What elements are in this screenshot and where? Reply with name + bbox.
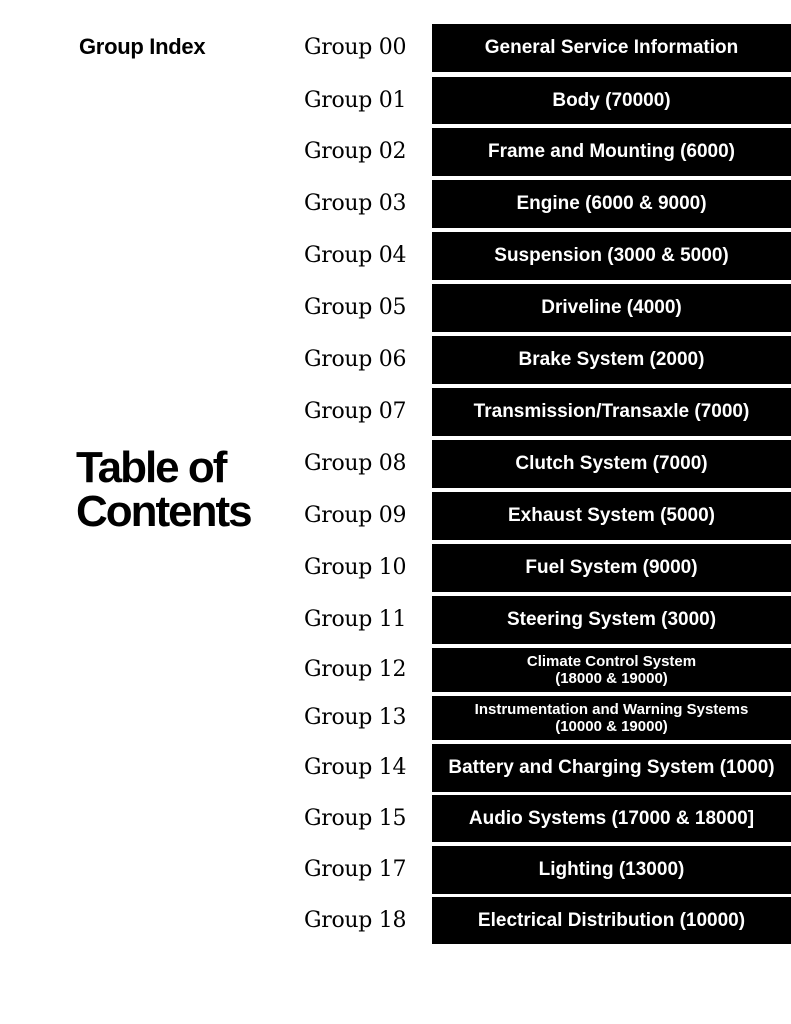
group-row xyxy=(0,128,791,176)
group-section-link[interactable]: Body (70000) xyxy=(432,77,791,124)
group-row xyxy=(0,846,791,894)
group-row xyxy=(0,487,791,540)
group-section-link[interactable]: Instrumentation and Warning Systems (10000 & 19000) xyxy=(432,696,791,740)
group-row xyxy=(0,336,791,384)
group-label: Group 02 xyxy=(304,139,407,164)
group-section-link[interactable]: Driveline (4000) xyxy=(432,284,791,332)
group-label: Group 17 xyxy=(304,857,407,882)
group-section-link[interactable]: Suspension (3000 & 5000) xyxy=(432,232,791,280)
group-label: Group 04 xyxy=(304,243,407,268)
group-label: Group 09 xyxy=(304,503,407,528)
group-section-link[interactable]: Steering System (3000) xyxy=(432,596,791,644)
group-section-link[interactable]: Engine (6000 & 9000) xyxy=(432,180,791,228)
group-row xyxy=(0,232,791,280)
group-section-link[interactable]: Frame and Mounting (6000) xyxy=(432,128,791,176)
group-row xyxy=(0,795,791,842)
group-section-link[interactable]: General Service Information xyxy=(432,24,791,72)
group-section-link[interactable]: Climate Control System (18000 & 19000) xyxy=(432,648,791,692)
group-label: Group 01 xyxy=(304,87,407,113)
group-section-link[interactable]: Clutch System (7000) xyxy=(432,440,791,488)
group-section-link[interactable]: Electrical Distribution (10000) xyxy=(432,897,791,944)
group-label: Group 11 xyxy=(304,607,407,632)
group-section-link[interactable]: Audio Systems (17000 & 18000] xyxy=(432,795,791,842)
group-label: Group 12 xyxy=(304,657,407,682)
group-label: Group 05 xyxy=(304,295,407,320)
group-section-link[interactable]: Transmission/Transaxle (7000) xyxy=(432,388,791,436)
group-row xyxy=(0,388,791,436)
group-label: Group 00 xyxy=(304,35,407,60)
group-row xyxy=(0,24,791,72)
group-label: Group 14 xyxy=(304,755,407,780)
group-label: Group 06 xyxy=(304,347,407,372)
group-index-heading: Group Index xyxy=(79,34,206,59)
group-row xyxy=(0,180,791,228)
group-row xyxy=(0,696,791,740)
group-section-link[interactable]: Fuel System (9000) xyxy=(432,544,791,592)
group-row xyxy=(0,744,791,792)
group-section-link[interactable]: Brake System (2000) xyxy=(432,336,791,384)
page-title-line1: Table of xyxy=(76,443,226,492)
group-label: Group 15 xyxy=(304,805,407,831)
group-row xyxy=(0,897,791,944)
group-label: Group 18 xyxy=(304,907,407,933)
group-label: Group 08 xyxy=(304,451,407,476)
group-row xyxy=(0,544,791,592)
group-row xyxy=(0,596,791,644)
group-row xyxy=(0,440,791,492)
group-row xyxy=(0,284,791,332)
page-title-line2: Contents xyxy=(76,487,251,536)
group-section-link[interactable]: Lighting (13000) xyxy=(432,846,791,894)
group-section-link[interactable]: Battery and Charging System (1000) xyxy=(432,744,791,792)
group-row xyxy=(0,648,791,692)
group-label: Group 03 xyxy=(304,191,407,216)
group-section-link[interactable]: Exhaust System (5000) xyxy=(432,492,791,540)
group-label: Group 13 xyxy=(304,705,407,730)
group-label: Group 07 xyxy=(304,399,407,424)
group-row xyxy=(0,77,791,124)
group-label: Group 10 xyxy=(304,555,407,580)
